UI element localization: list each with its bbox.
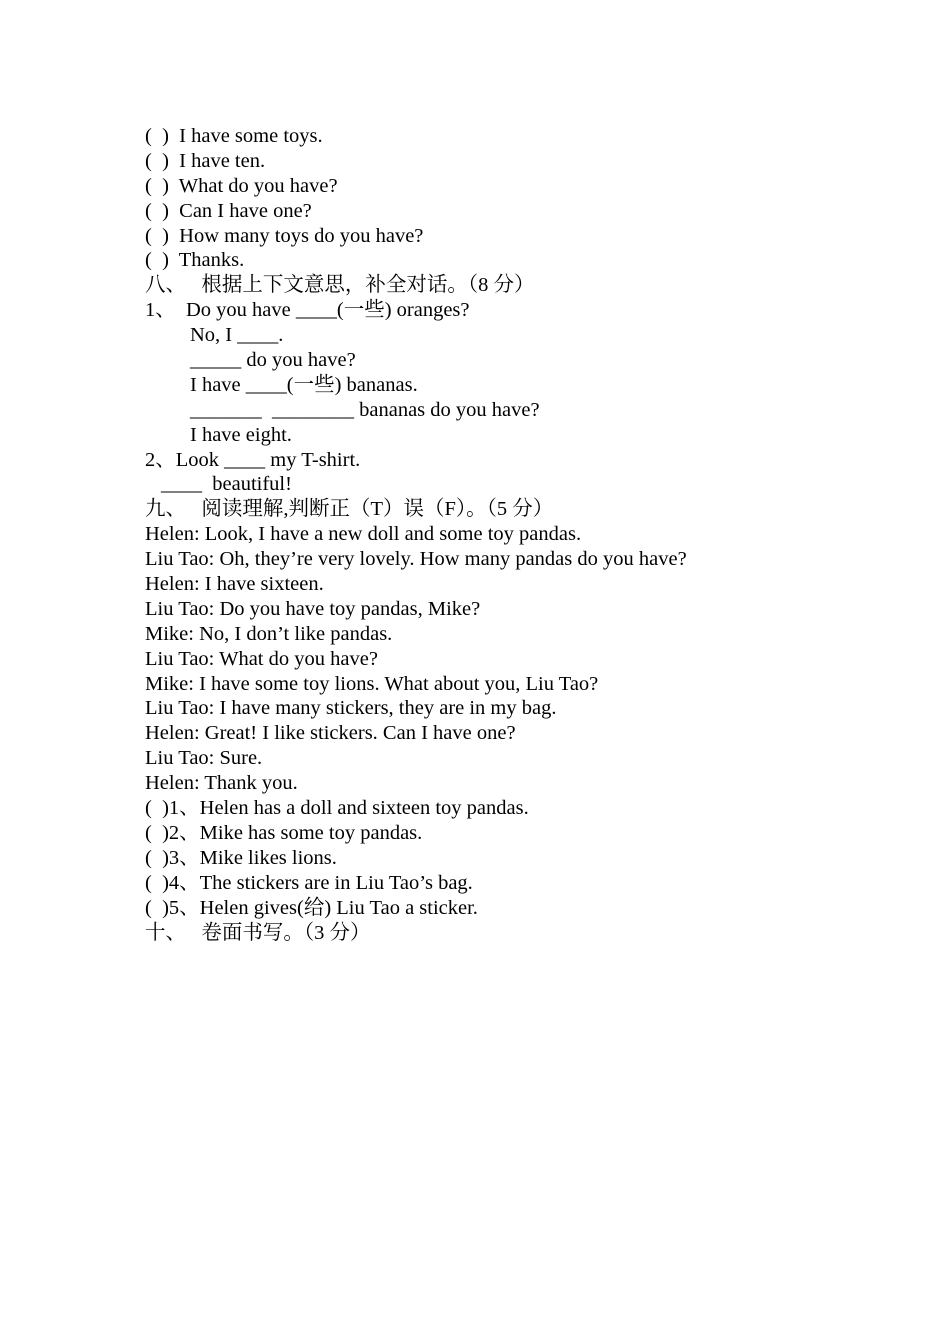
dialogue-line: Helen: I have sixteen. xyxy=(145,573,324,596)
q1-line: I have eight. xyxy=(190,423,292,446)
q1-line: 1、 Do you have ____(一些) oranges? xyxy=(145,299,470,322)
dialogue-line: Liu Tao: What do you have? xyxy=(145,647,378,670)
dialogue-line: Liu Tao: Oh, they’re very lovely. How many pandas do you have? xyxy=(145,548,687,571)
dialogue-line: Helen: Great! I like stickers. Can I have one? xyxy=(145,722,516,745)
q1-line: _____ do you have? xyxy=(190,349,356,372)
q2-line: ____ beautiful! xyxy=(161,473,292,496)
ordering-item: ( ) I have ten. xyxy=(145,149,266,172)
section9-heading: 九、 阅读理解,判断正（T）误（F）。（5 分） xyxy=(145,498,554,521)
section8-heading: 八、 根据上下文意思，补全对话。（8 分） xyxy=(145,274,535,297)
dialogue-line: Liu Tao: Do you have toy pandas, Mike? xyxy=(145,597,481,620)
dialogue-line: Mike: No, I don’t like pandas. xyxy=(145,622,393,645)
dialogue-line: Helen: Look, I have a new doll and some toy pandas. xyxy=(145,523,582,546)
ordering-item: ( ) Can I have one? xyxy=(145,199,312,222)
section9 xyxy=(145,497,905,920)
section10-heading: 十、 卷面书写。（3 分） xyxy=(145,921,371,944)
dialogue-line: Liu Tao: Sure. xyxy=(145,747,263,770)
section7-ordering-list xyxy=(145,124,905,273)
ordering-item: ( ) How many toys do you have? xyxy=(145,224,424,247)
ordering-item: ( ) I have some toys. xyxy=(145,125,323,147)
dialogue-line: Liu Tao: I have many stickers, they are in my bag. xyxy=(145,697,557,720)
ordering-item: ( ) Thanks. xyxy=(145,249,245,272)
tf-question: ( )5、Helen gives(给) Liu Tao a sticker. xyxy=(145,896,478,919)
tf-question: ( )3、Mike likes lions. xyxy=(145,846,337,869)
tf-question: ( )1、Helen has a doll and sixteen toy pandas. xyxy=(145,797,529,820)
section8 xyxy=(145,273,905,497)
q1-line: No, I ____. xyxy=(190,324,284,347)
dialogue-line: Mike: I have some toy lions. What about you, Liu Tao? xyxy=(145,672,599,695)
dialogue-line: Helen: Thank you. xyxy=(145,772,298,795)
section10 xyxy=(145,921,905,946)
q2-line: 2、Look ____ my T-shirt. xyxy=(145,448,361,471)
q1-line: I have ____(一些) bananas. xyxy=(190,373,418,396)
tf-question: ( )4、The stickers are in Liu Tao’s bag. xyxy=(145,871,473,894)
tf-question: ( )2、Mike has some toy pandas. xyxy=(145,821,423,844)
q1-line: _______ ________ bananas do you have? xyxy=(190,398,540,421)
ordering-item: ( ) What do you have? xyxy=(145,174,338,197)
worksheet-content xyxy=(145,124,905,945)
